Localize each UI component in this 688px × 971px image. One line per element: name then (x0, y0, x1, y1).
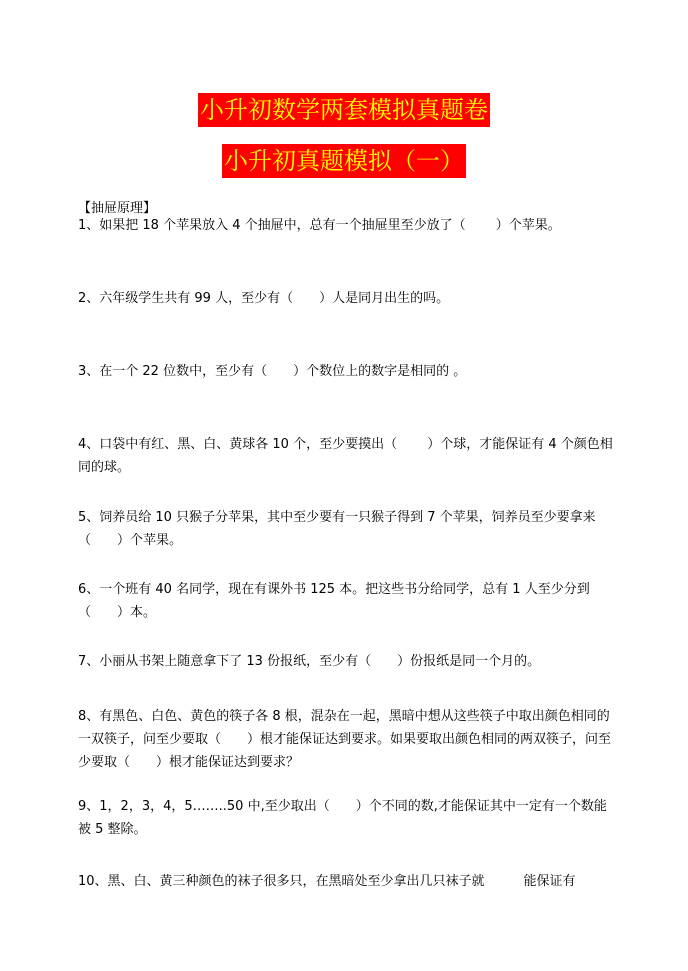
question-4: 4、口袋中有红、黑、白、黄球各 10 个，至少要摸出（ ）个球，才能保证有 4 个颜色相同的球。 (78, 437, 613, 475)
sub-title-text: 小升初真题模拟（一） (222, 144, 466, 178)
question-9: 9、1，2，3，4，5……..50 中,至少取出（ ）个不同的数,才能保证其中一定有一个数能被 5 整除。 (78, 799, 607, 837)
sub-title (0, 144, 688, 178)
section-heading: 【抽屉原理】 (78, 201, 157, 216)
question-10: 10、黑、白、黄三种颜色的袜子很多只，在黑暗处至少拿出几只袜子就 能保证有 (78, 874, 576, 889)
question-1: 1、如果把 18 个苹果放入 4 个抽屉中，总有一个抽屉里至少放了（ ）个苹果。 (78, 218, 561, 233)
main-title (0, 93, 688, 127)
main-title-text: 小升初数学两套模拟真题卷 (198, 93, 490, 127)
question-3: 3、在一个 22 位数中，至少有（ ）个数位上的数字是相同的 。 (78, 364, 467, 379)
question-8: 8、有黑色、白色、黄色的筷子各 8 根，混杂在一起，黑暗中想从这些筷子中取出颜色相同的一双筷子，问至少要取（ ）根才能保证达到要求。如果要取出颜色相同的两双筷子，问至少要取（ ）根才能保证达到要求？ (78, 709, 612, 770)
question-5: 5、饲养员给 10 只猴子分苹果，其中至少要有一只猴子得到 7 个苹果，饲养员至少要拿来（ ）个苹果。 (78, 510, 596, 548)
question-7: 7、小丽从书架上随意拿下了 13 份报纸，至少有（ ）份报纸是同一个月的。 (78, 654, 541, 669)
question-2: 2、六年级学生共有 99 人，至少有（ ）人是同月出生的吗。 (78, 291, 450, 306)
question-6: 6、一个班有 40 名同学，现在有课外书 125 本。把这些书分给同学，总有 1 人至少分到（ ）本。 (78, 582, 590, 620)
